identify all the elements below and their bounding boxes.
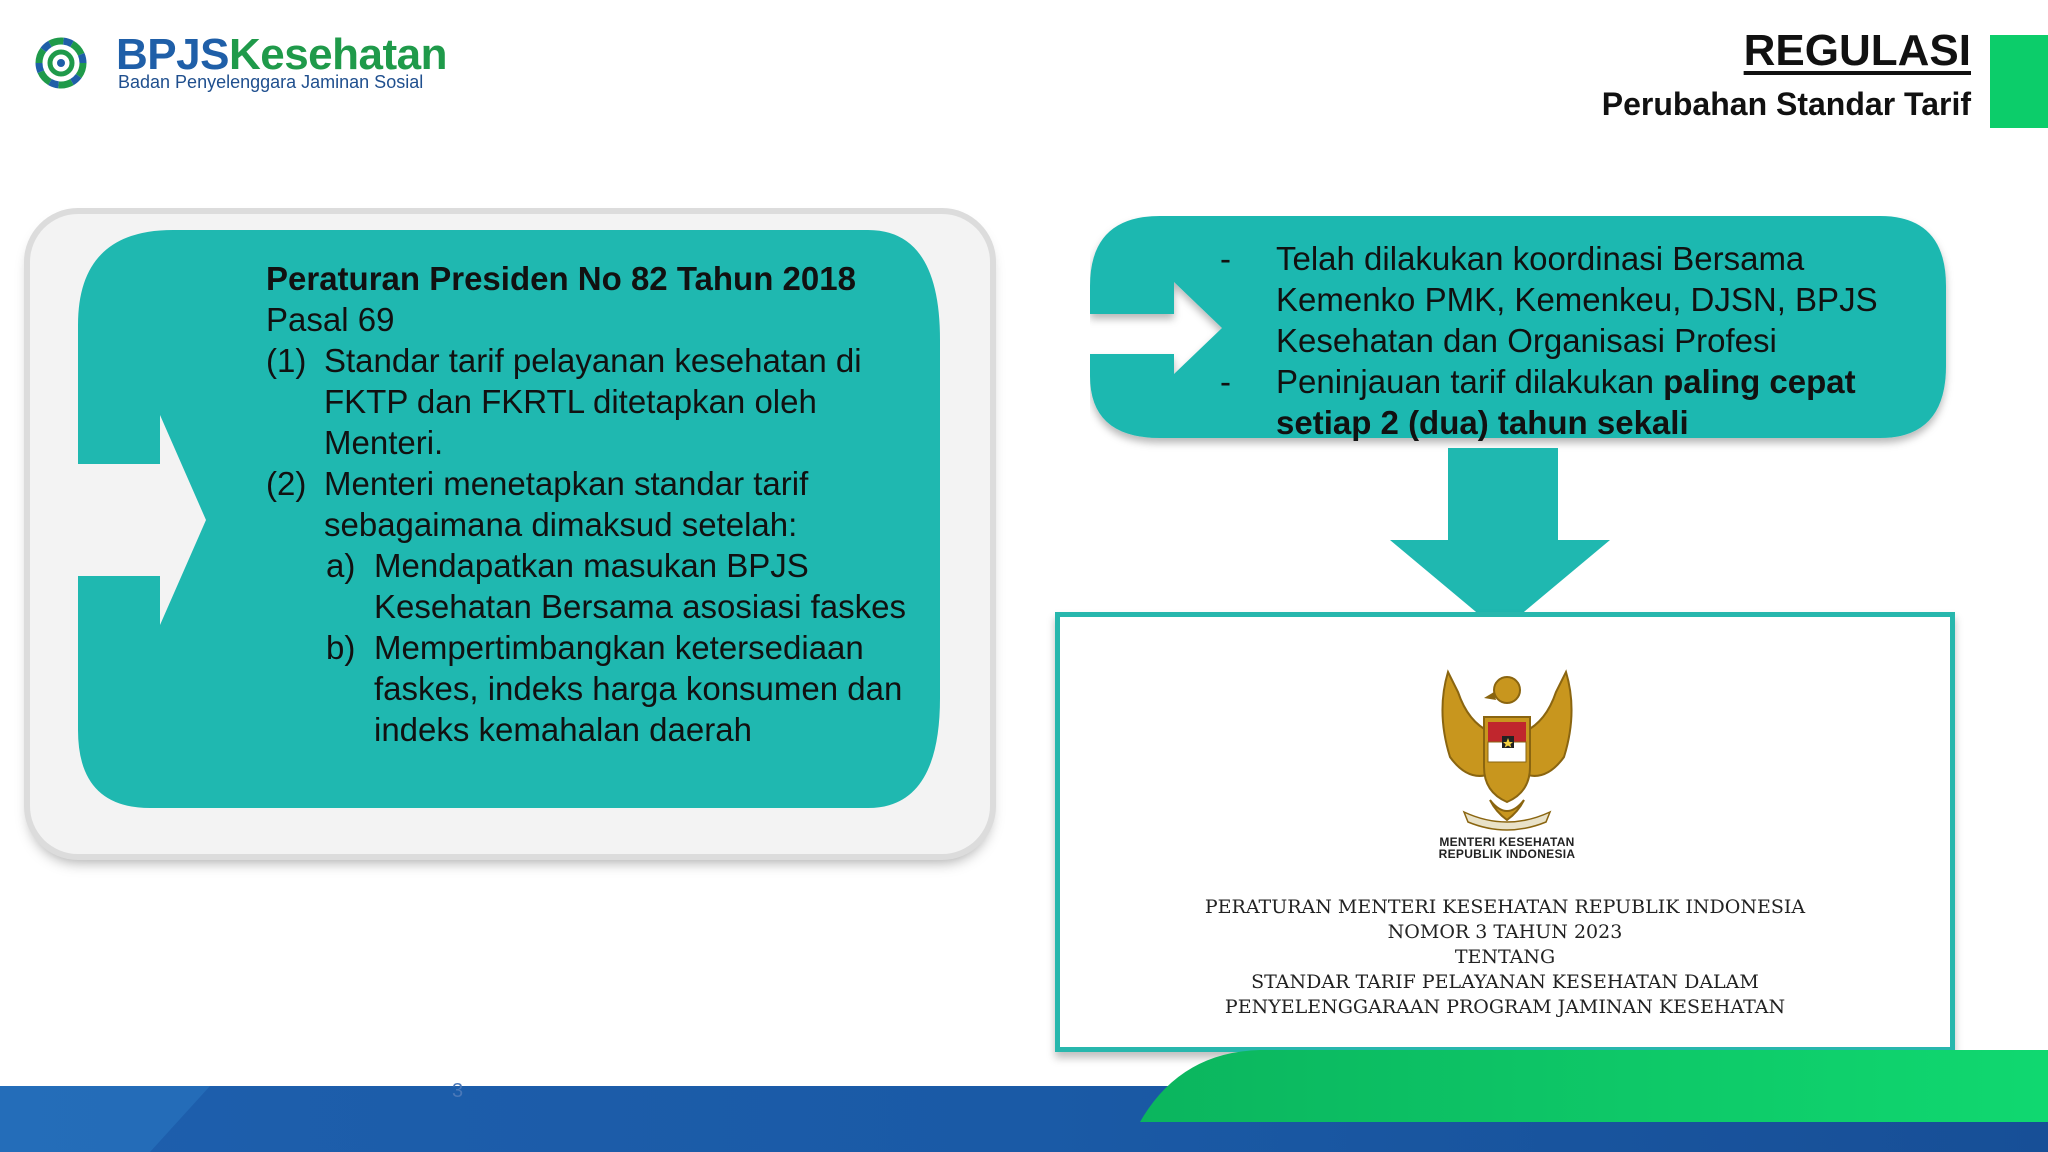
garuda-emblem-icon bbox=[1428, 662, 1586, 834]
logo-brand-text: BPJSKesehatan bbox=[116, 30, 447, 79]
list-subitem: b) Mempertimbangkan ketersediaan faskes, indeks harga konsumen dan indeks kemahalan daerah bbox=[326, 629, 903, 748]
perpres-text bbox=[266, 258, 906, 750]
page-title: REGULASI bbox=[1743, 26, 1971, 75]
list-item: (2) Menteri menetapkan standar tarif sebagaimana dimaksud setelah: bbox=[266, 465, 809, 543]
document-line: TENTANG bbox=[1454, 946, 1556, 968]
down-arrow-icon bbox=[1390, 448, 1610, 632]
emblem-caption: MENTERI KESEHATAN bbox=[1439, 835, 1575, 849]
bpjs-logo bbox=[30, 30, 450, 100]
document-line: NOMOR 3 TAHUN 2023 bbox=[1387, 921, 1623, 943]
document-heading bbox=[1100, 895, 1910, 1020]
document-line: PENYELENGGARAAN PROGRAM JAMINAN KESEHATAN bbox=[1224, 996, 1786, 1018]
document-line: PERATURAN MENTERI KESEHATAN REPUBLIK INDONESIA bbox=[1204, 896, 1806, 918]
bpjs-logo-icon bbox=[30, 32, 92, 94]
list-item: (1) Standar tarif pelayanan kesehatan di FKTP dan FKRTL ditetapkan oleh Menteri. bbox=[266, 342, 862, 461]
page-number: 3 bbox=[452, 1080, 464, 1102]
page-subtitle: Perubahan Standar Tarif bbox=[1601, 86, 1971, 122]
document-line: STANDAR TARIF PELAYANAN KESEHATAN DALAM bbox=[1251, 971, 1759, 993]
emblem-caption: REPUBLIK INDONESIA bbox=[1438, 847, 1576, 861]
header-accent-bar bbox=[1990, 35, 2048, 128]
coordination-text bbox=[1220, 238, 1920, 443]
list-item: - Telah dilakukan koordinasi Bersama Kemenko PMK, Kemenkeu, DJSN, BPJS Kesehatan dan Organisasi Profesi bbox=[1220, 240, 1878, 359]
perpres-title: Peraturan Presiden No 82 Tahun 2018 bbox=[266, 260, 856, 297]
logo-subtitle: Badan Penyelenggara Jaminan Sosial bbox=[118, 72, 424, 92]
list-subitem: a) Mendapatkan masukan BPJS Kesehatan Bersama asosiasi faskes bbox=[326, 547, 906, 625]
list-item: - Peninjauan tarif dilakukan paling cepat setiap 2 (dua) tahun sekali bbox=[1220, 363, 1856, 441]
perpres-article: Pasal 69 bbox=[266, 301, 395, 338]
footer-band bbox=[0, 1040, 2048, 1152]
